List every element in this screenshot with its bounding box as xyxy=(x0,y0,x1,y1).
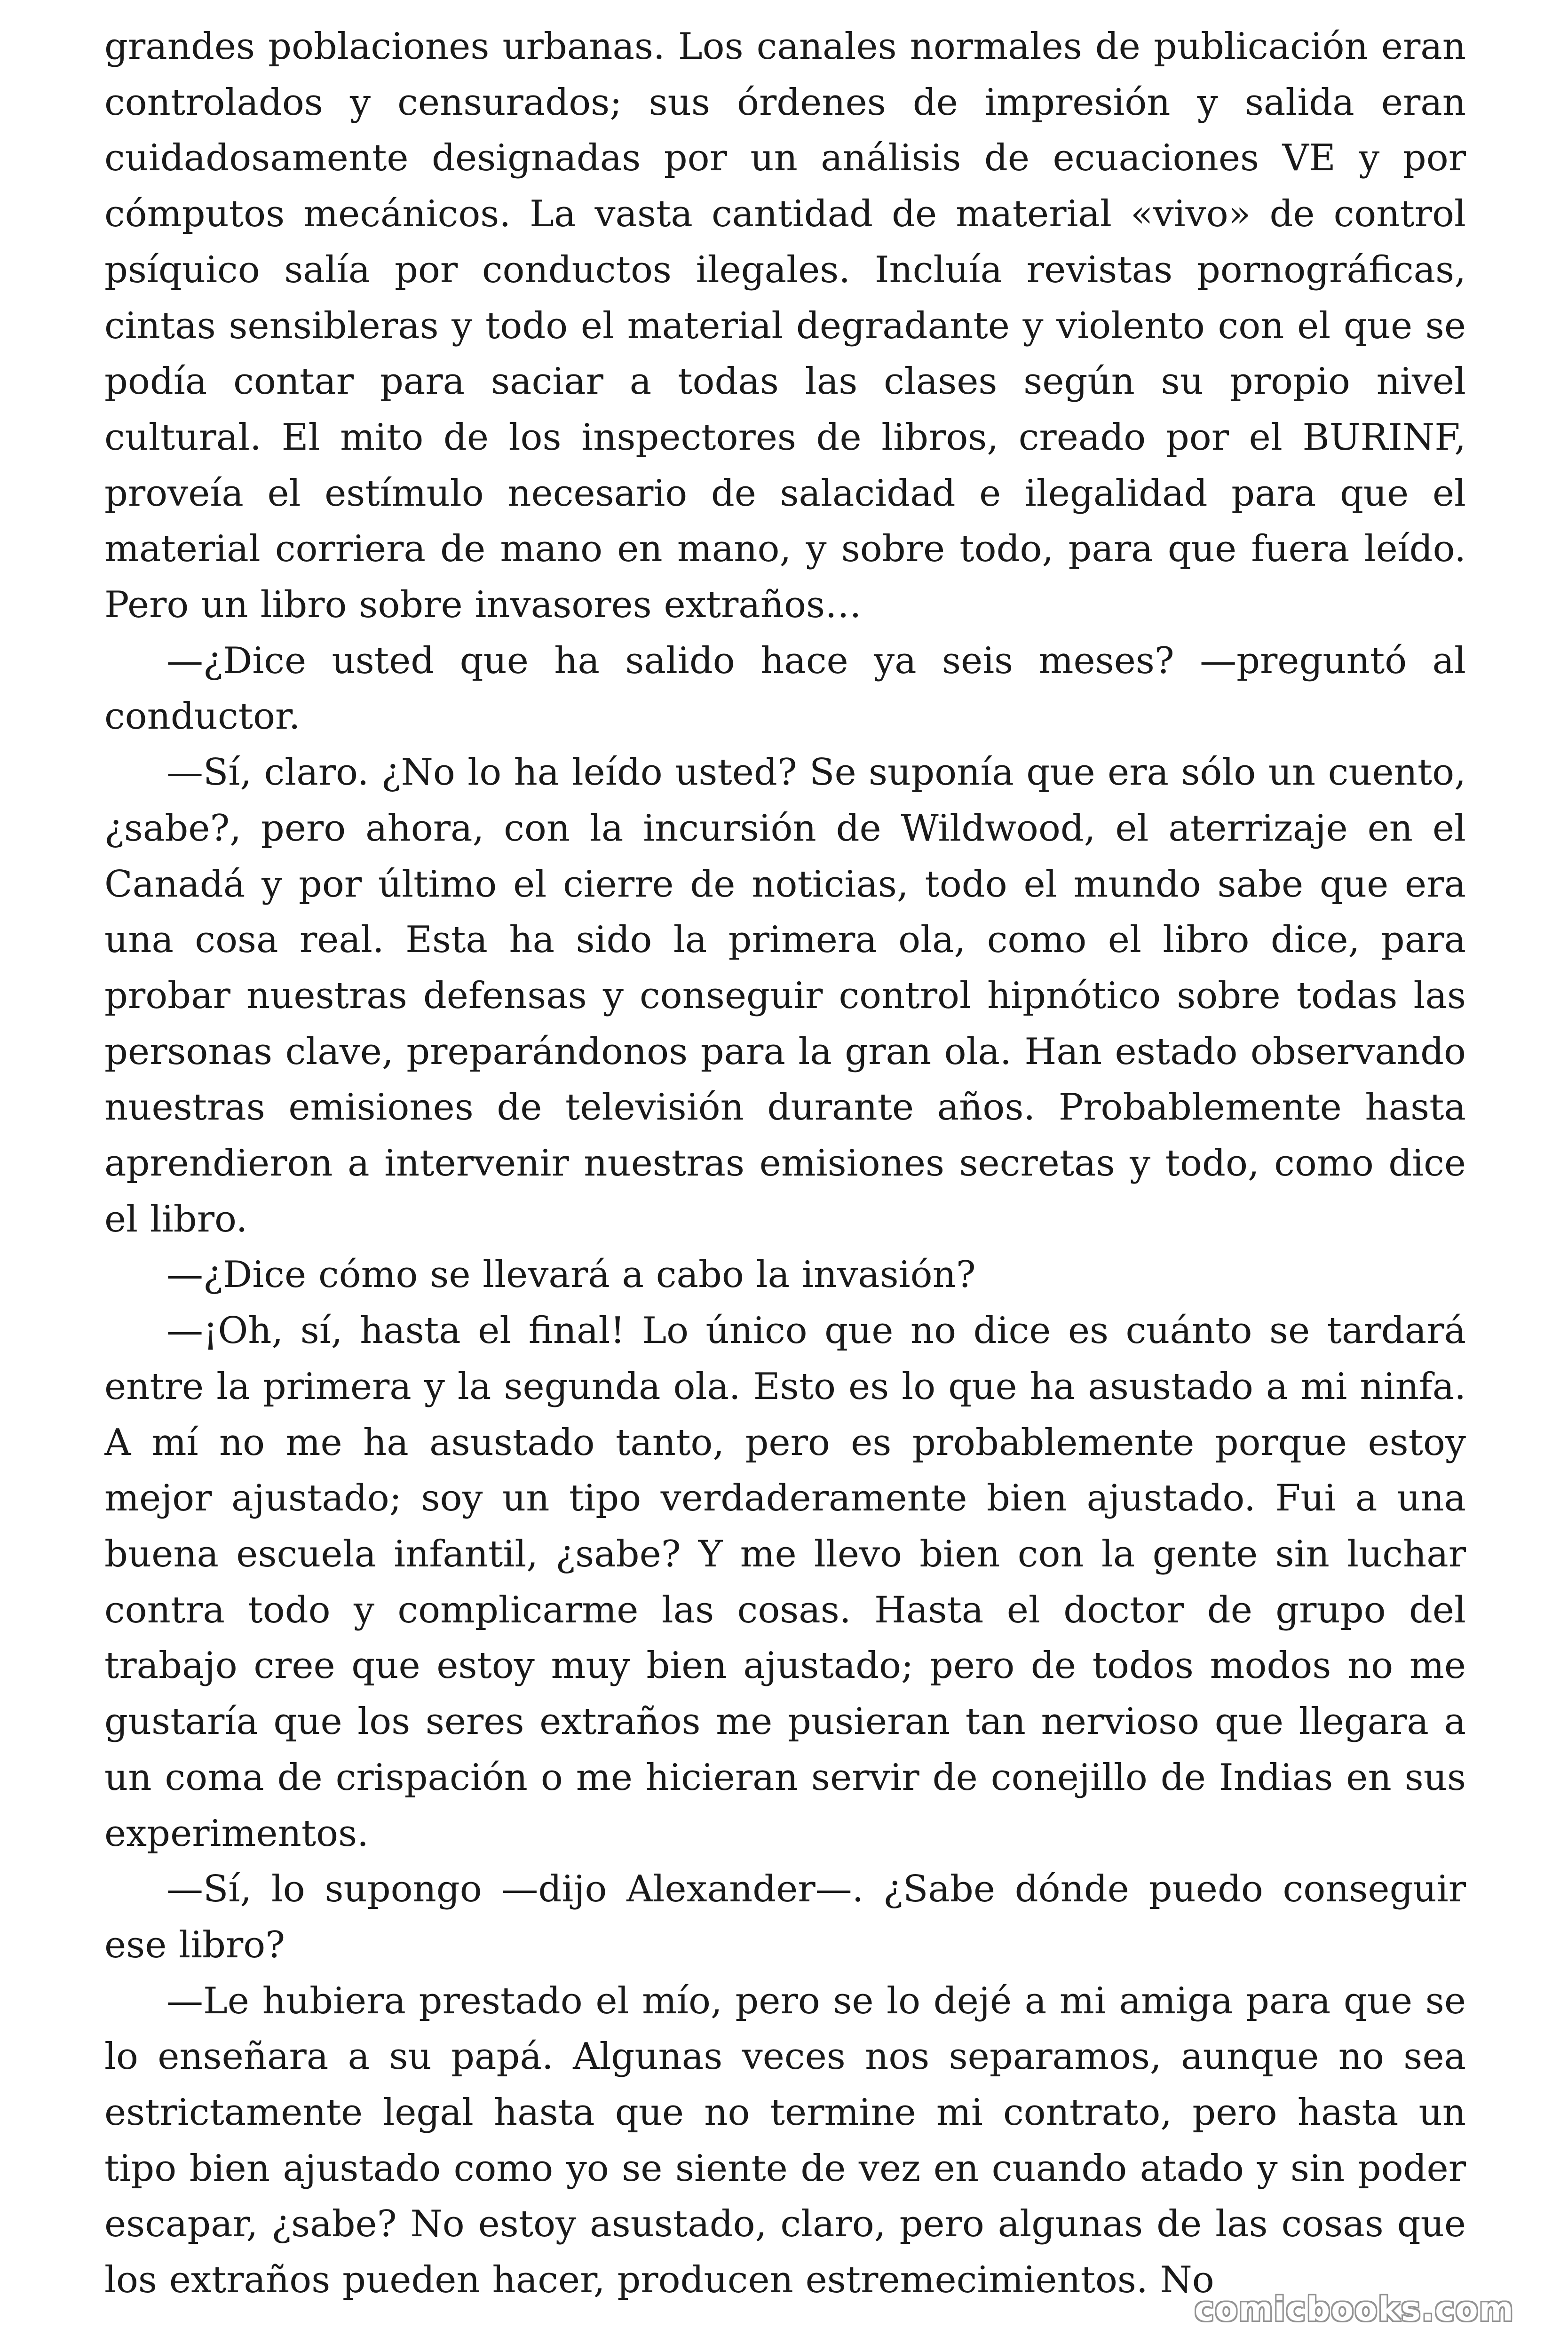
paragraph-dialogue: —¡Oh, sí, hasta el final! Lo único que no dice es cuánto se tardará entre la primera y la segunda ola. Esto es lo que ha asustado a mi ninfa. A mí no me ha asustado tanto, pero es probablemente porque estoy mejor ajustado; soy un tipo verdaderamente bien ajustado. Fui a una buena escuela infantil, ¿sabe? Y me llevo bien con la gente sin luchar contra todo y complicarme las cosas. Hasta el doctor de grupo del trabajo cree que estoy muy bien ajustado; pero de todos modos no me gustaría que los seres extraños me pusieran tan nervioso que llegara a un coma de crispación o me hicieran servir de conejillo de Indias en sus experimentos. xyxy=(104,1310,1466,1855)
paragraph-dialogue: —¿Dice usted que ha salido hace ya seis meses? —preguntó al conductor. xyxy=(104,639,1466,738)
paragraph-dialogue: —Sí, lo supongo —dijo Alexander—. ¿Sabe dónde puedo conseguir ese libro? xyxy=(104,1868,1466,1966)
watermark: comicbooks.com xyxy=(1195,2290,1514,2328)
paragraph-narration: grandes poblaciones urbanas. Los canales normales de publicación eran controlados y censurados; sus órdenes de impresión y salida eran cuidadosamente designadas por un análisis de ecuaciones VE y por cómputos mecánicos. La vasta cantidad de material «vivo» de control psíquico salía por conductos ilegales. Incluía revistas pornográficas, cintas sensibleras y todo el material degradante y violento con el que se podía contar para saciar a todas las clases según su propio nivel cultural. El mito de los inspectores de libros, creado por el BURINF, proveía el estímulo necesario de salacidad e ilegalidad para que el material corriera de mano en mano, y sobre todo, para que fuera leído. Pero un libro sobre invasores extraños… xyxy=(104,25,1466,627)
paragraph-dialogue: —¿Dice cómo se llevará a cabo la invasión? xyxy=(166,1254,976,1296)
paragraph-dialogue: —Sí, claro. ¿No lo ha leído usted? Se suponía que era sólo un cuento, ¿sabe?, pero ahora, con la incursión de Wildwood, el aterrizaje en el Canadá y por último el cierre de noticias, todo el mundo sabe que era una cosa real. Esta ha sido la primera ola, como el libro dice, para probar nuestras defensas y conseguir control hipnótico sobre todas las personas clave, preparándonos para la gran ola. Han estado observando nuestras emisiones de televisión durante años. Probablemente hasta aprendieron a intervenir nuestras emisiones secretas y todo, como dice el libro. xyxy=(104,751,1466,1240)
book-page xyxy=(104,19,1466,2347)
paragraph-dialogue: —Le hubiera prestado el mío, pero se lo dejé a mi amiga para que se lo enseñara a su papá. Algunas veces nos separamos, aunque no sea estrictamente legal hasta que no termine mi contrato, pero hasta un tipo bien ajustado como yo se siente de vez en cuando atado y sin poder escapar, ¿sabe? No estoy asustado, claro, pero algunas de las cosas que los extraños pueden hacer, producen estremecimientos. No xyxy=(104,1979,1466,2302)
